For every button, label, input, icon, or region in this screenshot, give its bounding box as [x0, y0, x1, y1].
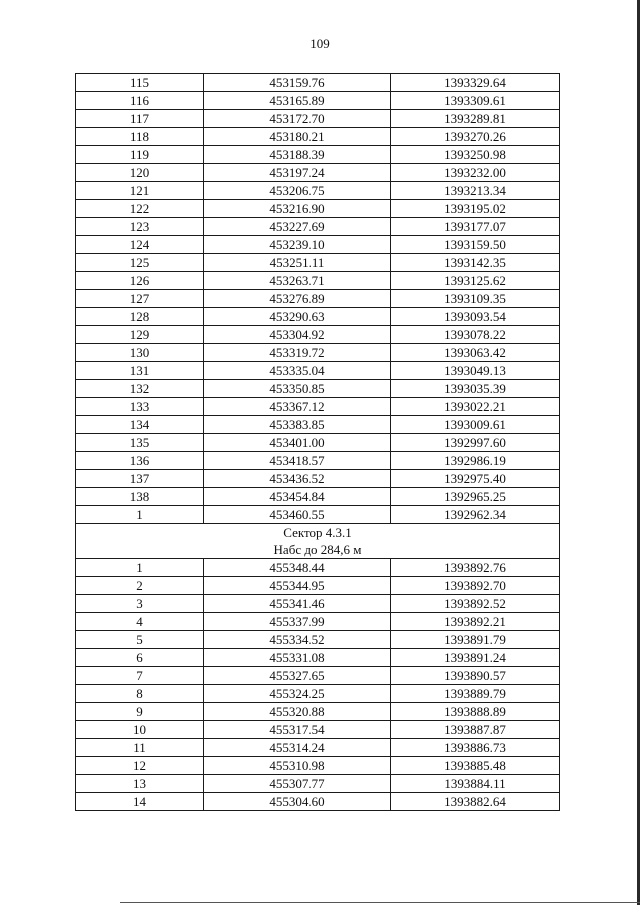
section-title: Сектор 4.3.1	[283, 525, 352, 540]
table-row	[76, 200, 560, 218]
point-number-cell: 12	[76, 757, 204, 775]
point-number-cell: 133	[76, 398, 204, 416]
point-number-cell: 4	[76, 613, 204, 631]
point-number-cell: 14	[76, 793, 204, 811]
table-row	[76, 595, 560, 613]
y-coordinate-cell: 1393125.62	[391, 272, 560, 290]
x-coordinate-cell: 455307.77	[204, 775, 391, 793]
table-row	[76, 559, 560, 577]
point-number-cell: 119	[76, 146, 204, 164]
x-coordinate-cell: 455327.65	[204, 667, 391, 685]
table-row	[76, 398, 560, 416]
table-row	[76, 290, 560, 308]
table-row	[76, 613, 560, 631]
y-coordinate-cell: 1393882.64	[391, 793, 560, 811]
point-number-cell: 135	[76, 434, 204, 452]
x-coordinate-cell: 455324.25	[204, 685, 391, 703]
point-number-cell: 115	[76, 74, 204, 92]
section-header-body	[76, 524, 560, 559]
x-coordinate-cell: 453401.00	[204, 434, 391, 452]
table-row	[76, 74, 560, 92]
y-coordinate-cell: 1392997.60	[391, 434, 560, 452]
y-coordinate-cell: 1393892.52	[391, 595, 560, 613]
table-row	[76, 380, 560, 398]
point-number-cell: 8	[76, 685, 204, 703]
table-row	[76, 272, 560, 290]
x-coordinate-cell: 453263.71	[204, 272, 391, 290]
point-number-cell: 1	[76, 506, 204, 524]
y-coordinate-cell: 1393142.35	[391, 254, 560, 272]
x-coordinate-cell: 455341.46	[204, 595, 391, 613]
x-coordinate-cell: 455334.52	[204, 631, 391, 649]
point-number-cell: 1	[76, 559, 204, 577]
point-number-cell: 127	[76, 290, 204, 308]
table-row	[76, 703, 560, 721]
y-coordinate-cell: 1393063.42	[391, 344, 560, 362]
x-coordinate-cell: 453383.85	[204, 416, 391, 434]
table-row	[76, 110, 560, 128]
y-coordinate-cell: 1393891.24	[391, 649, 560, 667]
y-coordinate-cell: 1393093.54	[391, 308, 560, 326]
x-coordinate-cell: 453454.84	[204, 488, 391, 506]
x-coordinate-cell: 453180.21	[204, 128, 391, 146]
point-number-cell: 125	[76, 254, 204, 272]
point-number-cell: 117	[76, 110, 204, 128]
table-row	[76, 649, 560, 667]
point-number-cell: 131	[76, 362, 204, 380]
y-coordinate-cell: 1393889.79	[391, 685, 560, 703]
table-row	[76, 667, 560, 685]
table-row	[76, 434, 560, 452]
y-coordinate-cell: 1392986.19	[391, 452, 560, 470]
y-coordinate-cell: 1393109.35	[391, 290, 560, 308]
x-coordinate-cell: 453290.63	[204, 308, 391, 326]
table-row	[76, 128, 560, 146]
table-row	[76, 308, 560, 326]
page-number: 109	[310, 36, 330, 51]
x-coordinate-cell: 455304.60	[204, 793, 391, 811]
table-row	[76, 92, 560, 110]
y-coordinate-cell: 1393888.89	[391, 703, 560, 721]
x-coordinate-cell: 455314.24	[204, 739, 391, 757]
point-number-cell: 9	[76, 703, 204, 721]
table-row	[76, 452, 560, 470]
x-coordinate-cell: 453239.10	[204, 236, 391, 254]
y-coordinate-cell: 1393213.34	[391, 182, 560, 200]
point-number-cell: 122	[76, 200, 204, 218]
point-number-cell: 120	[76, 164, 204, 182]
point-number-cell: 6	[76, 649, 204, 667]
table-row	[76, 416, 560, 434]
point-number-cell: 7	[76, 667, 204, 685]
point-number-cell: 118	[76, 128, 204, 146]
y-coordinate-cell: 1393270.26	[391, 128, 560, 146]
x-coordinate-cell: 455348.44	[204, 559, 391, 577]
table-row	[76, 470, 560, 488]
point-number-cell: 128	[76, 308, 204, 326]
point-number-cell: 126	[76, 272, 204, 290]
y-coordinate-cell: 1393289.81	[391, 110, 560, 128]
y-coordinate-cell: 1393177.07	[391, 218, 560, 236]
y-coordinate-cell: 1393886.73	[391, 739, 560, 757]
table-row	[76, 577, 560, 595]
table-row	[76, 488, 560, 506]
x-coordinate-cell: 455337.99	[204, 613, 391, 631]
point-number-cell: 13	[76, 775, 204, 793]
x-coordinate-cell: 453418.57	[204, 452, 391, 470]
x-coordinate-cell: 453216.90	[204, 200, 391, 218]
coordinates-table	[75, 73, 560, 811]
x-coordinate-cell: 455331.08	[204, 649, 391, 667]
y-coordinate-cell: 1393078.22	[391, 326, 560, 344]
point-number-cell: 136	[76, 452, 204, 470]
x-coordinate-cell: 453350.85	[204, 380, 391, 398]
y-coordinate-cell: 1393891.79	[391, 631, 560, 649]
table-row	[76, 236, 560, 254]
point-number-cell: 138	[76, 488, 204, 506]
x-coordinate-cell: 453172.70	[204, 110, 391, 128]
x-coordinate-cell: 453436.52	[204, 470, 391, 488]
x-coordinate-cell: 455344.95	[204, 577, 391, 595]
scan-edge-bottom	[120, 902, 640, 903]
x-coordinate-cell: 453251.11	[204, 254, 391, 272]
y-coordinate-cell: 1392965.25	[391, 488, 560, 506]
point-number-cell: 3	[76, 595, 204, 613]
x-coordinate-cell: 453197.24	[204, 164, 391, 182]
table-row	[76, 182, 560, 200]
point-number-cell: 121	[76, 182, 204, 200]
y-coordinate-cell: 1393892.70	[391, 577, 560, 595]
point-number-cell: 2	[76, 577, 204, 595]
y-coordinate-cell: 1393329.64	[391, 74, 560, 92]
table-row	[76, 218, 560, 236]
point-number-cell: 124	[76, 236, 204, 254]
point-number-cell: 130	[76, 344, 204, 362]
table-row	[76, 506, 560, 524]
point-number-cell: 137	[76, 470, 204, 488]
point-number-cell: 129	[76, 326, 204, 344]
x-coordinate-cell: 453276.89	[204, 290, 391, 308]
table-row	[76, 254, 560, 272]
x-coordinate-cell: 453159.76	[204, 74, 391, 92]
table-row	[76, 631, 560, 649]
point-number-cell: 11	[76, 739, 204, 757]
table-row	[76, 757, 560, 775]
x-coordinate-cell: 455317.54	[204, 721, 391, 739]
point-number-cell: 123	[76, 218, 204, 236]
point-number-cell: 10	[76, 721, 204, 739]
coordinates-table-bottom-body	[76, 559, 560, 811]
x-coordinate-cell: 453227.69	[204, 218, 391, 236]
x-coordinate-cell: 453206.75	[204, 182, 391, 200]
y-coordinate-cell: 1393035.39	[391, 380, 560, 398]
x-coordinate-cell: 453460.55	[204, 506, 391, 524]
table-row	[76, 164, 560, 182]
section-subtitle: Набс до 284,6 м	[273, 542, 362, 557]
table-row	[76, 685, 560, 703]
table-row	[76, 721, 560, 739]
y-coordinate-cell: 1393884.11	[391, 775, 560, 793]
table-row	[76, 362, 560, 380]
x-coordinate-cell: 455320.88	[204, 703, 391, 721]
y-coordinate-cell: 1393890.57	[391, 667, 560, 685]
y-coordinate-cell: 1393009.61	[391, 416, 560, 434]
point-number-cell: 116	[76, 92, 204, 110]
y-coordinate-cell: 1392975.40	[391, 470, 560, 488]
x-coordinate-cell: 453335.04	[204, 362, 391, 380]
coordinates-table-top-body	[76, 74, 560, 524]
table-row	[76, 146, 560, 164]
y-coordinate-cell: 1393195.02	[391, 200, 560, 218]
table-row	[76, 793, 560, 811]
table-row	[76, 739, 560, 757]
x-coordinate-cell: 453319.72	[204, 344, 391, 362]
y-coordinate-cell: 1393232.00	[391, 164, 560, 182]
y-coordinate-cell: 1393887.87	[391, 721, 560, 739]
point-number-cell: 134	[76, 416, 204, 434]
x-coordinate-cell: 453304.92	[204, 326, 391, 344]
y-coordinate-cell: 1393250.98	[391, 146, 560, 164]
section-header-row	[76, 524, 560, 559]
y-coordinate-cell: 1393049.13	[391, 362, 560, 380]
point-number-cell: 132	[76, 380, 204, 398]
y-coordinate-cell: 1392962.34	[391, 506, 560, 524]
y-coordinate-cell: 1393022.21	[391, 398, 560, 416]
y-coordinate-cell: 1393892.21	[391, 613, 560, 631]
y-coordinate-cell: 1393892.76	[391, 559, 560, 577]
y-coordinate-cell: 1393885.48	[391, 757, 560, 775]
section-header-cell	[76, 524, 560, 559]
point-number-cell: 5	[76, 631, 204, 649]
y-coordinate-cell: 1393159.50	[391, 236, 560, 254]
table-row	[76, 326, 560, 344]
table-row	[76, 344, 560, 362]
x-coordinate-cell: 455310.98	[204, 757, 391, 775]
y-coordinate-cell: 1393309.61	[391, 92, 560, 110]
x-coordinate-cell: 453367.12	[204, 398, 391, 416]
x-coordinate-cell: 453165.89	[204, 92, 391, 110]
x-coordinate-cell: 453188.39	[204, 146, 391, 164]
table-row	[76, 775, 560, 793]
